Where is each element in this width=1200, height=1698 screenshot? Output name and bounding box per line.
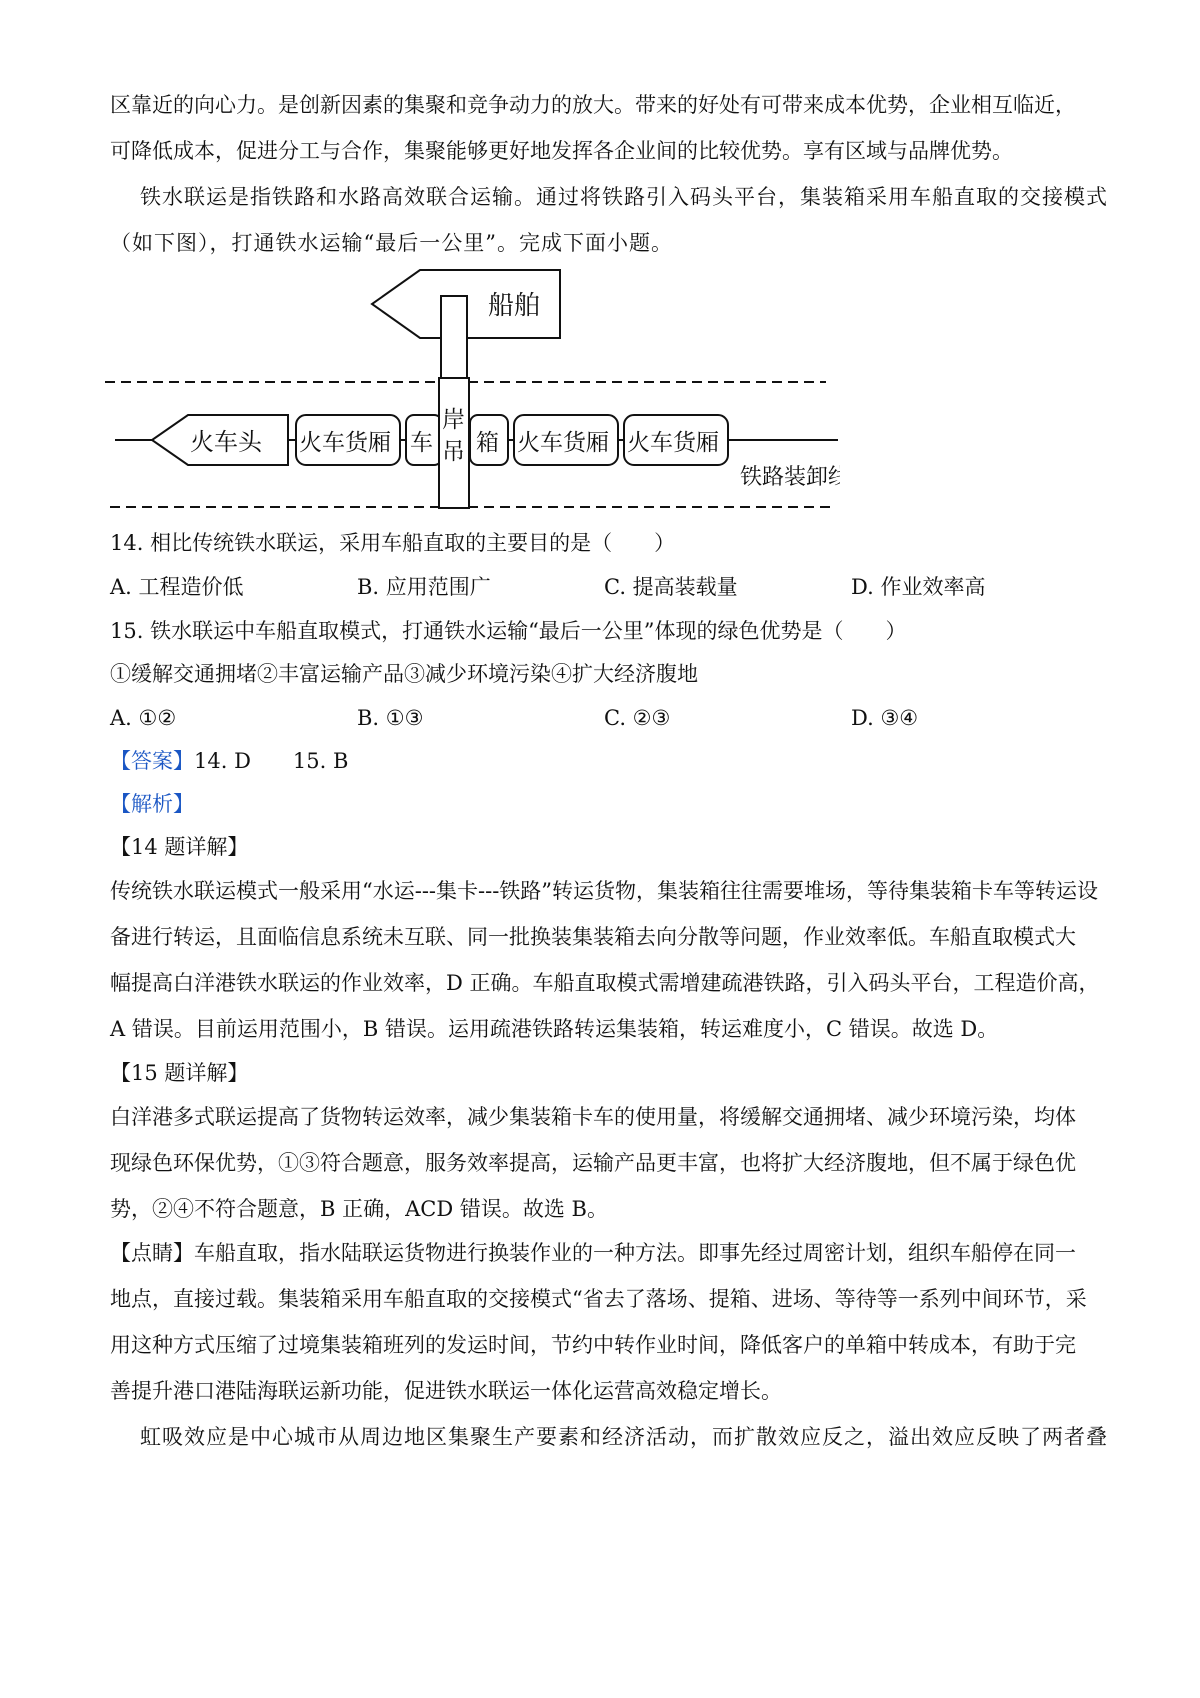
detail-14-line: 传统铁水联运模式一般采用“水运---集卡---铁路”转运货物，集装箱往往需要堆场，等待集装箱卡车等转运设 bbox=[110, 879, 1099, 903]
wagon-fragment-label: 车 bbox=[410, 430, 433, 456]
diagram-svg bbox=[100, 262, 840, 562]
question-14-options bbox=[110, 572, 1100, 602]
crane-label-bottom: 吊 bbox=[442, 439, 465, 465]
option-d: D. ③④ bbox=[851, 706, 919, 730]
question-14-stem: 14. 相比传统铁水联运，采用车船直取的主要目的是（ ） bbox=[110, 531, 676, 555]
detail-15-line: 现绿色环保优势，①③符合题意，服务效率提高，运输产品更丰富，也将扩大经济腹地，但不属于绿色优 bbox=[110, 1151, 1076, 1175]
pointer-line: 善提升港口港陆海联运新功能，促进铁水联运一体化运营高效稳定增长。 bbox=[110, 1379, 782, 1403]
answer-text: 14. D 15. B bbox=[194, 749, 349, 773]
detail-14-line: 备进行转运，且面临信息系统未互联、同一批换装集装箱去向分散等问题，作业效率低。车船直取模式大 bbox=[110, 925, 1076, 949]
pointer-line: 【点睛】车船直取，指水陆联运货物进行换装作业的一种方法。即事先经过周密计划，组织车船停在同一 bbox=[110, 1241, 1076, 1265]
rail-water-diagram bbox=[100, 262, 840, 562]
crane-label-top: 岸 bbox=[442, 407, 465, 433]
rail-line-label: 铁路装卸线 bbox=[740, 465, 840, 490]
option-a: A. ①② bbox=[110, 706, 177, 730]
option-c: C. ②③ bbox=[604, 706, 671, 730]
next-passage-line: 虹吸效应是中心城市从周边地区集聚生产要素和经济活动，而扩散效应反之，溢出效应反映了两者叠 bbox=[140, 1425, 1108, 1449]
passage-intro-line: （如下图），打通铁水运输“最后一公里”。完成下面小题。 bbox=[110, 231, 673, 255]
crane-mast bbox=[441, 296, 467, 380]
option-b: B. 应用范围广 bbox=[357, 575, 491, 599]
pointer-line: 用这种方式压缩了过境集装箱班列的发运时间，节约中转作业时间，降低客户的单箱中转成本，有助于完 bbox=[110, 1333, 1076, 1357]
analysis-tag: 【解析】 bbox=[110, 792, 194, 816]
answer-line bbox=[110, 746, 1100, 776]
locomotive-label: 火车头 bbox=[190, 428, 262, 456]
question-15-stem: 15. 铁水联运中车船直取模式，打通铁水运输“最后一公里”体现的绿色优势是（ ） bbox=[110, 619, 907, 643]
detail-15-line: 白洋港多式联运提高了货物转运效率，减少集装箱卡车的使用量，将缓解交通拥堵、减少环境污染，均体 bbox=[110, 1105, 1076, 1129]
detail-15-title: 【15 题详解】 bbox=[110, 1061, 249, 1085]
wagon-label: 火车货厢 bbox=[299, 430, 391, 456]
ship-label: 船舶 bbox=[488, 291, 541, 321]
option-d: D. 作业效率高 bbox=[851, 575, 986, 599]
wagon-label: 火车货厢 bbox=[627, 430, 719, 456]
wagon-label: 火车货厢 bbox=[517, 430, 609, 456]
passage-intro-line: 铁水联运是指铁路和水路高效联合运输。通过将铁路引入码头平台，集装箱采用车船直取的交接模式 bbox=[140, 185, 1108, 209]
pointer-line: 地点，直接过载。集装箱采用车船直取的交接模式“省去了落场、提箱、进场、等待等一系列中间环节，采 bbox=[110, 1287, 1087, 1311]
option-b: B. ①③ bbox=[357, 706, 424, 730]
container-fragment-label: 箱 bbox=[476, 430, 499, 456]
question-15-items: ①缓解交通拥堵②丰富运输产品③减少环境污染④扩大经济腹地 bbox=[110, 662, 698, 686]
detail-15-line: 势，②④不符合题意，B 正确，ACD 错误。故选 B。 bbox=[110, 1197, 608, 1221]
answer-tag: 【答案】 bbox=[110, 749, 194, 773]
detail-14-line: 幅提高白洋港铁水联运的作业效率，D 正确。车船直取模式需增建疏港铁路，引入码头平台，工程造价高， bbox=[110, 971, 1100, 995]
detail-14-line: A 错误。目前运用范围小，B 错误。运用疏港铁路转运集装箱，转运难度小，C 错误。故选 D。 bbox=[110, 1017, 999, 1041]
detail-14-title: 【14 题详解】 bbox=[110, 835, 249, 859]
option-c: C. 提高装载量 bbox=[604, 575, 738, 599]
question-15-options bbox=[110, 703, 1100, 733]
option-a: A. 工程造价低 bbox=[110, 575, 244, 599]
paragraph-line: 可降低成本，促进分工与合作，集聚能够更好地发挥各企业间的比较优势。享有区域与品牌优势。 bbox=[110, 139, 1013, 163]
paragraph-line: 区靠近的向心力。是创新因素的集聚和竞争动力的放大。带来的好处有可带来成本优势，企业相互临近， bbox=[110, 93, 1076, 117]
